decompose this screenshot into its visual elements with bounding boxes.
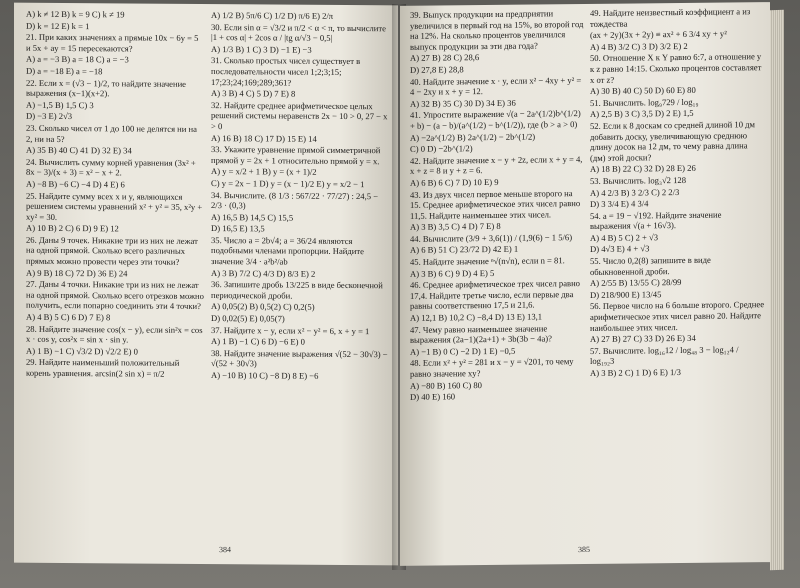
problem-statement: 25. Найдите сумму всех x и y, являющихся решением системы уравнений x² + y² = 35, x²y + xy² = 30.	[26, 190, 203, 222]
problem-statement: 44. Вычислите (3/9 + 3,6(1)) / (1,9(6) − 1 5/6)	[410, 232, 573, 244]
problem-statement: 40. Найдите значение x · y, если x² − 4xy + y² = 4 − 2xy и x + y = 12.	[410, 74, 582, 97]
answer-options: D) 3 3/4 E) 4 3/4	[590, 198, 649, 210]
answer-options: A) 30 B) 40 C) 50 D) 60 E) 80	[590, 84, 696, 97]
answer-options: D) 0,02(5) E) 0,05(7)	[211, 313, 285, 324]
answer-options: A) −2a^(1/2) B) 2a^(1/2) − 2b^(1/2)	[410, 131, 536, 143]
problem-statement: 52. Если к 8 доскам со средней длиной 10 дм добавить доску, увеличивающую среднюю длину досок на 12 дм, то чему равна длина (дм) этой доски?	[590, 119, 755, 163]
answer-options: D) 4√3 E) 4 + √3	[590, 243, 650, 255]
answer-options: A) 3 B) 2 C) 1 D) 6 E) 1/3	[590, 366, 681, 378]
answer-options: C) 0 D) −2b^(1/2)	[410, 143, 473, 154]
answer-options: A) 1/2 B) 5π/6 C) 1/2 D) π/6 E) 2/π	[211, 10, 334, 21]
answer-options: D) 16,5 E) 13,5	[211, 223, 265, 234]
answer-options: D) 40 E) 160	[410, 391, 456, 403]
left-page-number: 384	[219, 545, 231, 555]
answer-options: A) a = −3 B) a = 18 C) a = −3	[26, 54, 129, 65]
answer-options: A) −80 B) 160 C) 80	[410, 379, 482, 391]
right-page-column-1	[410, 8, 584, 566]
problem-statement: 29. Найдите наименьший положительный корень уравнения. arcsin(2 sin x) = π/2	[26, 357, 180, 379]
answer-options: A) −1,5 B) 1,5 C) 3	[26, 99, 94, 110]
problem-statement: 45. Найдите значение ⁿ√(n√n), если n = 81.	[410, 255, 565, 267]
answer-options: A) −10 B) 10 C) −8 D) 8 E) −6	[211, 370, 319, 381]
right-page-column-2	[590, 6, 764, 564]
answer-options: A) 10 B) 2 C) 6 D) 9 E) 12	[26, 223, 119, 234]
answer-options: A) 1 B) −1 C) 6 D) −6 E) 0	[211, 336, 305, 347]
right-page	[400, 2, 770, 566]
page-edges	[770, 10, 784, 570]
problem-statement: 50. Отношение X к Y равно 6:7, а отношение y к z равно 14:15. Сколько процентов составляет x от z?	[590, 51, 762, 85]
answer-options: A) 6 B) 6 C) 7 D) 10 E) 9	[410, 176, 499, 188]
answer-options: A) 1/3 B) 1 C) 3 D) −1 E) −3	[211, 43, 312, 55]
answer-options: D) 218/900 E) 13/45	[590, 289, 662, 300]
answer-options: A) 3 B) 7/2 C) 4/3 D) 8/3 E) 2	[211, 267, 316, 279]
answer-options: A) 0,05(2) B) 0,5(2) C) 0,2(5)	[211, 301, 315, 313]
left-page-column-2	[211, 10, 390, 565]
answer-options: A) 12,1 B) 10,2 C) −8,4 D) 13 E) 13,1	[410, 311, 543, 323]
problem-statement: 26. Даны 9 точек. Никакие три из них не лежат на одной прямой. Сколько всего различных прямых можно провести через эти точки?	[26, 234, 198, 267]
answer-options: A) 27 B) 28 C) 28,6	[410, 52, 480, 64]
problem-statement: 41. Упростите выражение √(a − 2a^(1/2)b^(1/2) + b) − (a − b)/(a^(1/2) − b^(1/2)), где (b > a > 0)	[410, 108, 581, 131]
problem-statement: 24. Вычислить сумму корней уравнения (3x² + 8x − 3)/(x + 3) = x² − x + 2.	[26, 156, 196, 178]
answer-options: A) 4 B) 5 C) 2 + √3	[590, 232, 659, 243]
answer-options: A) 2/55 B) 13/55 C) 28/99	[590, 277, 682, 289]
answer-options: A) 27 B) 27 C) 33 D) 26 E) 34	[590, 333, 696, 345]
answer-options: A) 18 B) 22 C) 32 D) 28 E) 26	[590, 163, 696, 175]
answer-options: A) 4 B) 3/2 C) 3 D) 3/2 E) 2	[590, 40, 688, 52]
problem-statement: 54. a = 19 − √192. Найдите значение выражения √(a + 16√3).	[590, 209, 722, 232]
answer-options: A) −8 B) −6 C) −4 D) 4 E) 6	[26, 178, 125, 190]
problem-statement: 27. Даны 4 точки. Никакие три из них не лежат на одной прямой. Сколько всего отрезков можно получить, если попарно соединить эти 4 точки?	[26, 278, 204, 312]
answer-options: A) y = x/2 + 1 B) y = (x + 1)/2	[211, 166, 317, 178]
left-page	[14, 3, 398, 566]
answer-options: A) 9 B) 18 C) 72 D) 36 E) 24	[26, 267, 128, 279]
problem-statement: 21. При каких значениях a прямые 10x − 6y = 5 и 5x + ay = 15 пересекаются?	[26, 31, 199, 54]
problem-statement: 33. Укажите уравнение прямой симметричной прямой y = 2x + 1 относительно прямой y = x.	[211, 144, 381, 166]
problem-statement: 57. Вычислите. log₁₆12 / log₄₈ 3 − log₁₂4 / log₁₉₂3	[590, 344, 739, 367]
problem-statement: 42. Найдите значение x − y + 2z, если x + y = 4, x + z = 8 и y + z = 6.	[410, 153, 583, 177]
problem-statement: 43. Из двух чисел первое меньше второго на 15. Среднее арифметическое этих чисел равно 11,5. Найдите наименьшее этих чисел.	[410, 187, 581, 221]
answer-options: A) 16 B) 18 C) 17 D) 15 E) 14	[211, 132, 317, 144]
answer-options: A) 2,5 B) 3 C) 3,5 D) 2 E) 1,5	[590, 108, 694, 120]
left-page-column-1	[26, 9, 205, 564]
answer-options: D) −3 E) 2√3	[26, 111, 73, 122]
answer-options: A) 4 B) 5 C) 6 D) 7 E) 8	[26, 311, 111, 323]
open-book	[14, 4, 782, 582]
problem-statement: 35. Число a = 2b√4; a = 36/24 являются подобными членами пропорции. Найдите значение 3/4 · a²b²/ab	[211, 234, 364, 267]
problem-statement: 53. Вычислить. log₃√2 128	[590, 174, 687, 186]
answer-options: D) k = 12 E) k = 1	[26, 20, 90, 31]
problem-statement: 38. Найдите значение выражения √(52 − 30√3) − √(52 + 30√3)	[211, 347, 388, 369]
answer-options: C) y = 2x − 1 D) y = (x − 1)/2 E) y = x/2 − 1	[211, 177, 365, 190]
answer-options: A) 1 B) −1 C) √3/2 D) √2/2 E) 0	[26, 345, 138, 357]
answer-options: A) 35 B) 40 C) 41 D) 32 E) 34	[26, 144, 132, 156]
problem-statement: 46. Среднее арифметическое трех чисел равно 17,4. Найдите третье число, если первые два равны соответственно 17,5 и 21,6.	[410, 278, 580, 312]
answer-options: A) −1 B) 0 C) −2 D) 1 E) −0,5	[410, 345, 516, 357]
answer-options: A) 16,5 B) 14,5 C) 15,5	[211, 211, 294, 223]
problem-statement: 39. Выпуск продукции на предприятии увеличился в первый год на 15%, во второй год на 12%. На сколько процентов увеличился выпуск продукции за эти два года?	[410, 8, 584, 52]
problem-statement: 48. Если x² + y² = 281 и x − y = √201, то чему равно значение xy?	[410, 356, 574, 379]
problem-statement: 28. Найдите значение cos(x − y), если sin²x = cos x · cos y, cos²x = sin x · sin y.	[26, 323, 203, 345]
answer-options: A) 3 B) 3,5 C) 4 D) 7 E) 8	[410, 221, 501, 233]
answer-options: (ax + 2y)(3x + 2y) ≡ ax² + 6 3/4 xy + y²	[590, 28, 727, 41]
problem-statement: 56. Первое число на 6 больше второго. Среднее арифметическое этих чисел равно 20. Найдите наибольшее этих чисел.	[590, 299, 764, 333]
answer-options: A) 32 B) 35 C) 30 D) 34 E) 36	[410, 97, 516, 109]
problem-statement: 32. Найдите среднее арифметическое целых решений системы неравенств 2x − 10 > 0, 27 − x > 0	[211, 99, 388, 132]
answer-options: D) a = −18 E) a = −18	[26, 65, 103, 77]
problem-statement: 23. Сколько чисел от 1 до 100 не делятся ни на 2, ни на 5?	[26, 122, 197, 144]
problem-statement: 31. Сколько простых чисел существует в последовательности чисел 1;2;3;15; 17;23;24;169;289;361?	[211, 55, 361, 88]
problem-statement: 55. Число 0,2(8) запишите в виде обыкновенной дроби.	[590, 254, 711, 277]
problem-statement: 37. Найдите x − y, если x² − y² = 6, x + y = 1	[211, 324, 370, 336]
answer-options: A) 4 2/3 B) 3 2/3 C) 2 2/3	[590, 186, 680, 198]
answer-options: A) 3 B) 4 C) 5 D) 7 E) 8	[211, 88, 296, 99]
problem-statement: 51. Вычислить. log₉729 / log₁₉	[590, 96, 699, 108]
right-page-number: 385	[578, 544, 590, 555]
problem-statement: 36. Запишите дробь 13/225 в виде бесконечной периодической дроби.	[211, 279, 383, 301]
answer-options: D) 27,8 E) 28,8	[410, 64, 464, 75]
problem-statement: 22. Если x = (√3 − 1)/2, то найдите значение выражения (x−1)(x+2).	[26, 77, 186, 99]
answer-options: A) 3 B) 6 C) 9 D) 4 E) 5	[410, 267, 495, 279]
problem-statement: 30. Если sin α = √3/2 и π/2 < α < π, то вычислите |1 + cos α| + 2cos α / |tg α/√3 − 0,5|	[211, 21, 386, 44]
problem-statement: 47. Чему равно наименьшее значение выражения (2a−1)(2a+1) + 3b(3b − 4a)?	[410, 323, 552, 346]
answer-options: A) k ≠ 12 B) k = 9 C) k ≠ 19	[26, 8, 125, 20]
problem-statement: 49. Найдите неизвестный коэффициент a из тождества	[590, 6, 751, 29]
problem-statement: 34. Вычислите. (8 1/3 : 567/22 · 77/27) : 24,5 − 2/3 · (0,3)	[211, 189, 379, 211]
answer-options: A) 6 B) 51 C) 23/72 D) 42 E) 1	[410, 244, 519, 256]
